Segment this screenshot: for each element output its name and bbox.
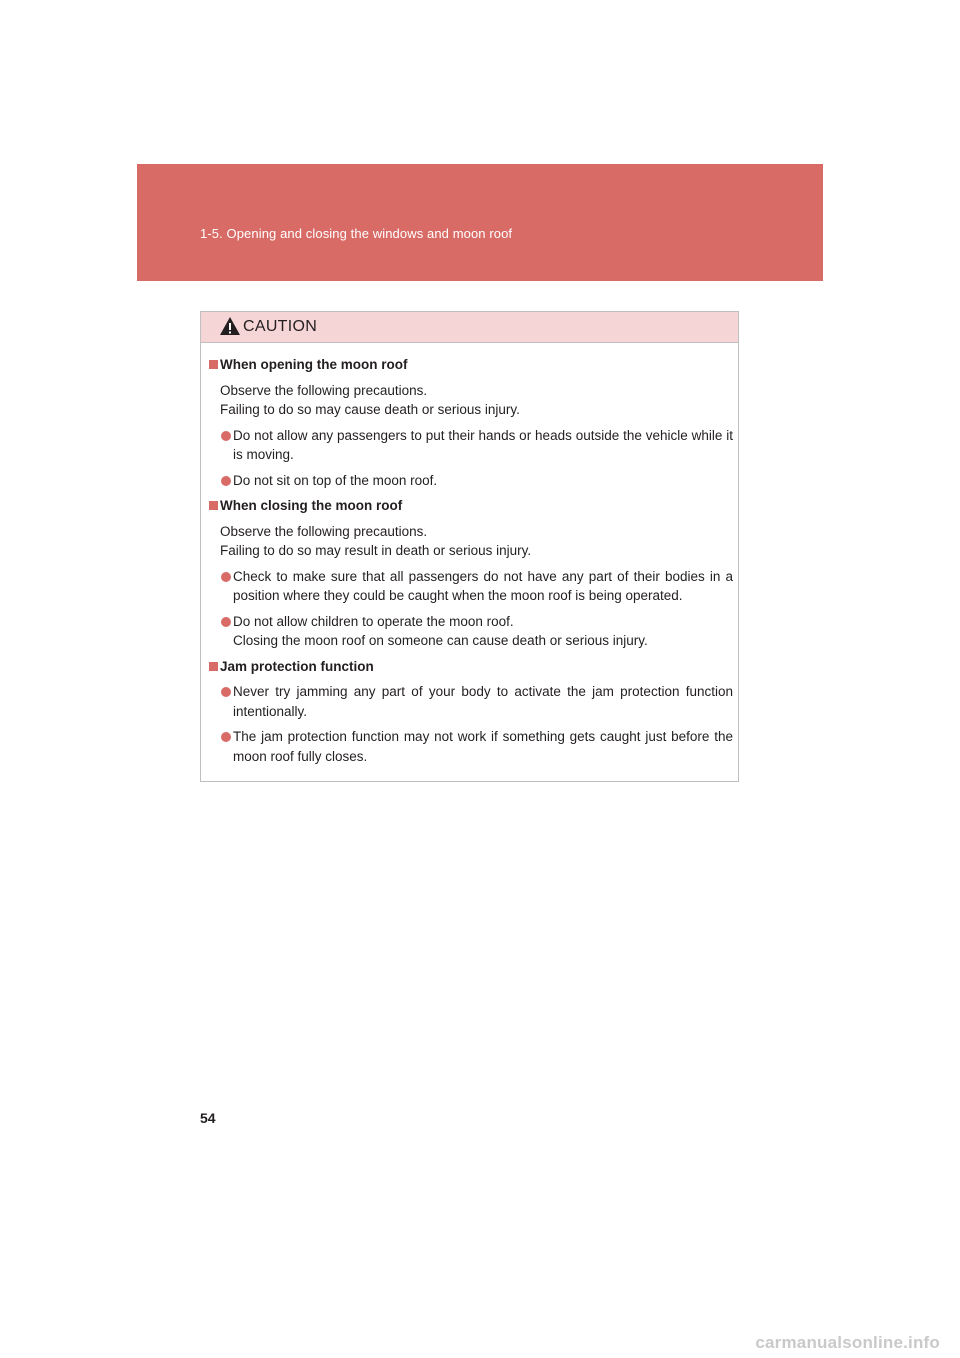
round-bullet-icon	[221, 476, 231, 486]
round-bullet-icon	[221, 687, 231, 697]
section-heading: When opening the moon roof	[201, 355, 733, 375]
watermark: carmanualsonline.info	[755, 1333, 940, 1352]
section-header-band	[137, 164, 823, 281]
list-item: Do not sit on top of the moon roof.	[201, 471, 733, 491]
warning-triangle-icon	[219, 316, 241, 336]
caution-header	[201, 312, 738, 343]
section-heading: When closing the moon roof	[201, 496, 733, 516]
page-number: 54	[200, 1110, 216, 1126]
round-bullet-icon	[221, 617, 231, 627]
list-item: Never try jamming any part of your body to activate the jam protection function intentionally.	[201, 682, 733, 721]
section-intro: Observe the following precautions. Failing to do so may result in death or serious injury.	[220, 523, 532, 558]
round-bullet-icon	[221, 431, 231, 441]
list-item: Check to make sure that all passengers do not have any part of their bodies in a position where they could be caught when the moon roof is being operated.	[201, 567, 733, 606]
caution-body	[201, 343, 738, 766]
section-title: 1-5. Opening and closing the windows and moon roof	[200, 226, 513, 241]
round-bullet-icon	[221, 572, 231, 582]
list-item: Do not allow children to operate the moon roof. Closing the moon roof on someone can cause death or serious injury.	[201, 612, 733, 651]
section-heading: Jam protection function	[201, 657, 733, 677]
caution-box	[200, 311, 739, 782]
list-item: Do not allow any passengers to put their hands or heads outside the vehicle while it is moving.	[201, 426, 733, 465]
caution-label: CAUTION	[243, 318, 318, 335]
list-item: The jam protection function may not work if something gets caught just before the moon roof fully closes.	[201, 727, 733, 766]
round-bullet-icon	[221, 732, 231, 742]
section-intro: Observe the following precautions. Failing to do so may cause death or serious injury.	[220, 382, 520, 417]
square-bullet-icon	[209, 662, 218, 671]
square-bullet-icon	[209, 360, 218, 369]
square-bullet-icon	[209, 501, 218, 510]
